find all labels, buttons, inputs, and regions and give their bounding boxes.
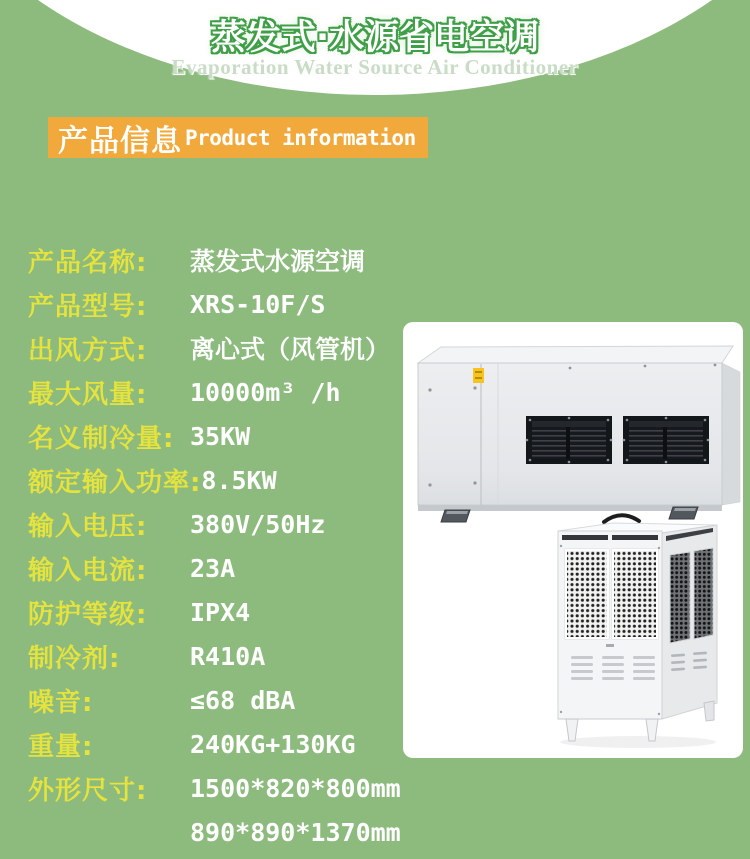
spec-row: [28, 678, 438, 722]
spec-label: 输入电压:: [28, 511, 148, 542]
spec-row: [28, 546, 438, 590]
spec-value: 1500*820*800mm: [190, 773, 401, 803]
spec-row: [28, 590, 438, 634]
spec-label: 防护等级:: [28, 599, 148, 630]
spec-value: ≤68 dBA: [190, 685, 296, 715]
spec-value: 240KG+130KG: [190, 729, 356, 759]
spec-value: IPX4: [190, 597, 251, 627]
spec-label: 制冷剂:: [28, 643, 121, 674]
spec-row: [28, 766, 438, 810]
spec-row: [28, 502, 438, 546]
spec-value: XRS-10F/S: [190, 289, 326, 319]
warning-sticker: [473, 368, 484, 383]
brand-mark: [606, 644, 614, 647]
spec-label: 噪音:: [28, 687, 94, 718]
page-subtitle: Evaporation Water Source Air Conditioner: [171, 55, 579, 79]
spec-row: [28, 326, 438, 370]
carry-handle: [604, 515, 639, 522]
spec-label: 输入电流:: [28, 555, 148, 586]
spec-value: 离心式（风管机）: [190, 335, 391, 364]
spec-label: 名义制冷量:: [28, 423, 175, 454]
fan-outlet: [526, 416, 613, 464]
page-title: 蒸发式·水源省电空调: [210, 18, 540, 58]
spec-label: 产品名称:: [28, 247, 148, 278]
spec-value: 380V/50Hz: [190, 509, 326, 539]
spec-value: 蒸发式水源空调: [190, 247, 366, 276]
product-illustrations: [403, 322, 743, 758]
section-title-en: Product information: [185, 125, 416, 150]
spec-row: [28, 414, 438, 458]
ducted-unit-illustration: [418, 346, 740, 522]
spec-row: [28, 282, 438, 326]
spec-label: 重量:: [28, 731, 94, 762]
spec-row: [28, 238, 438, 282]
spec-label: 产品型号:: [28, 291, 148, 322]
spec-label: 外形尺寸:: [28, 775, 148, 806]
spec-label: 最大风量:: [28, 379, 148, 410]
section-title-cn: 产品信息: [58, 123, 182, 159]
section-banner: [48, 117, 428, 158]
spec-list: [28, 238, 438, 854]
spec-value: R410A: [190, 641, 266, 671]
spec-row: [28, 370, 438, 414]
product-photo-panel: [403, 322, 743, 758]
spec-label: 出风方式:: [28, 335, 148, 366]
spec-value: 8.5KW: [201, 465, 277, 495]
spec-label: 额定输入功率:: [28, 467, 202, 498]
cabinet-unit-illustration: [558, 515, 717, 748]
spec-row: [28, 458, 438, 502]
spec-value: 35KW: [190, 421, 251, 451]
spec-value: 890*890*1370mm: [190, 817, 401, 847]
spec-row: [28, 810, 438, 854]
front-mesh-panels: [565, 549, 658, 639]
spec-value: 23A: [190, 553, 236, 583]
spec-row: [28, 722, 438, 766]
spec-value: 10000m³ /h: [190, 377, 341, 407]
spec-row: [28, 634, 438, 678]
